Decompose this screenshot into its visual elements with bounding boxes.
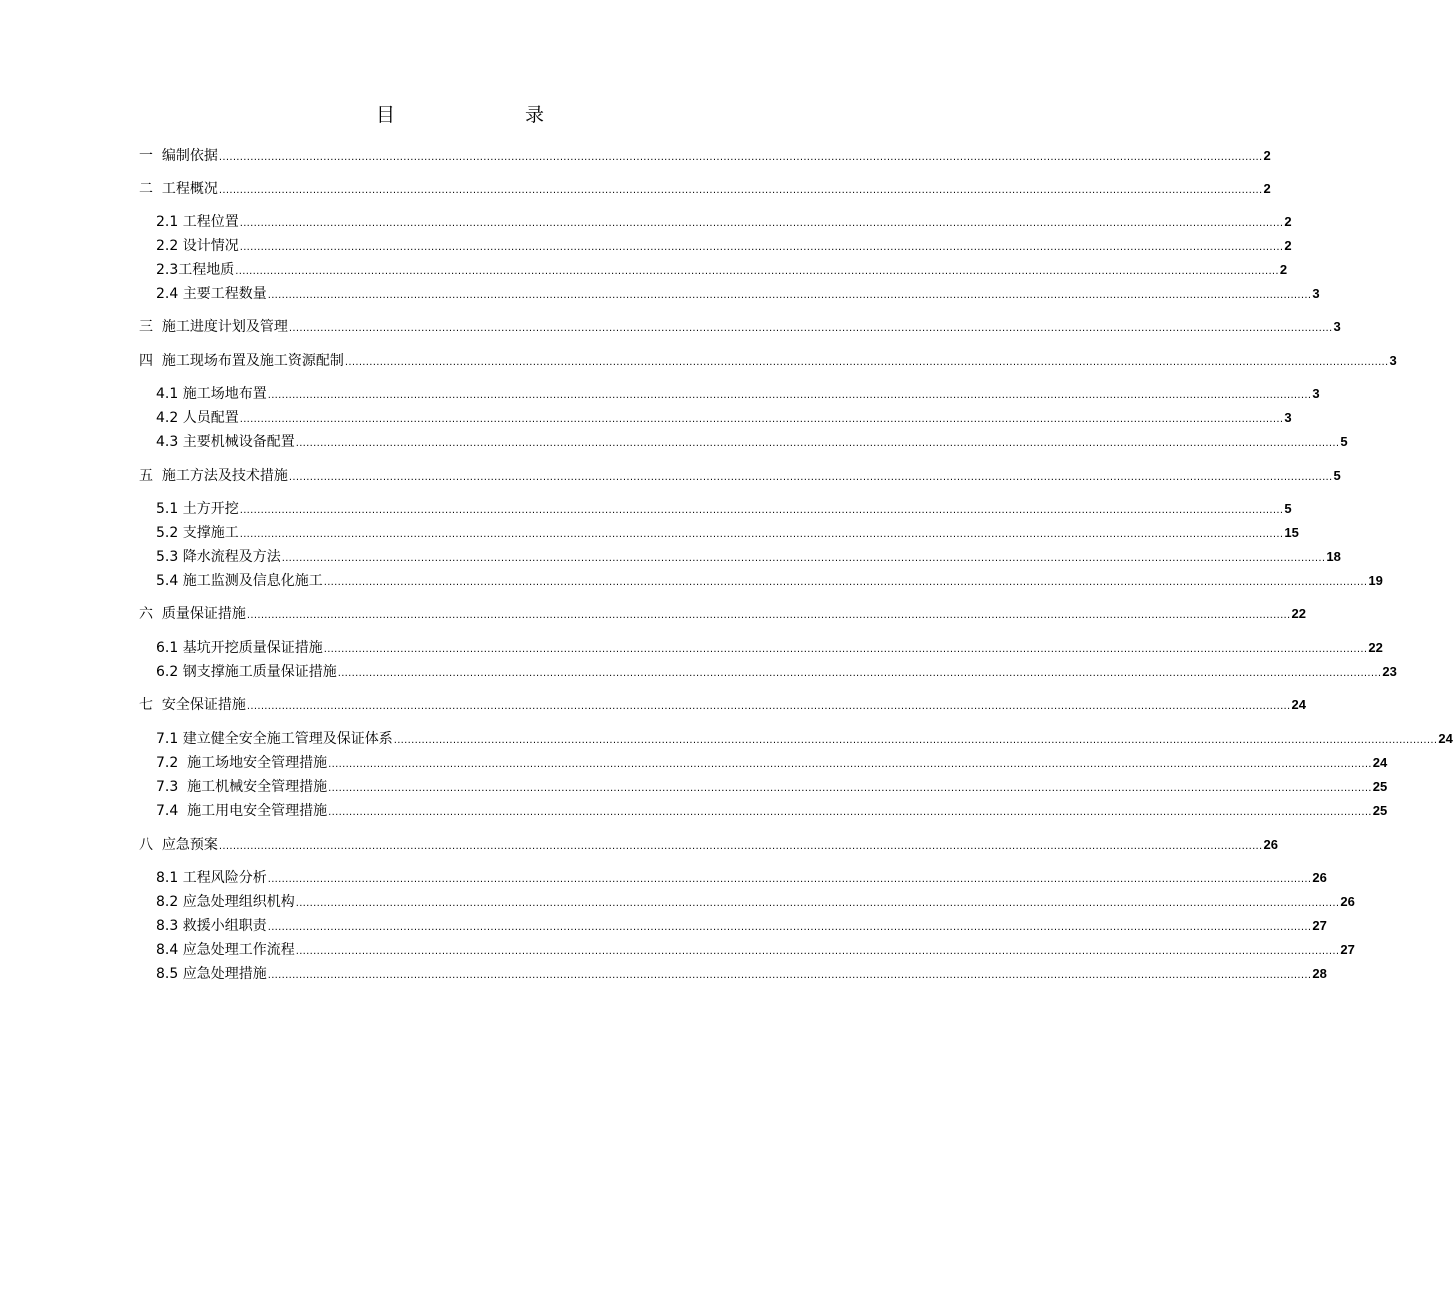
toc-entry-page: 3 [1312, 286, 1320, 301]
toc-entry-page: 26 [1312, 870, 1327, 885]
dot-leader: ............................................................................................................................................................................................................................................................................................................ [393, 735, 1438, 746]
toc-entry-page: 5 [1284, 501, 1292, 516]
toc-entry-title: 编制依据 [161, 148, 218, 164]
toc-entry-title: 施工用电安全管理措施 [187, 803, 328, 819]
toc-entry-page: 3 [1312, 386, 1320, 401]
toc-entry-title: 主要机械设备配置 [182, 434, 295, 450]
toc-title: 目 录 [375, 104, 607, 126]
toc-entry-title: 施工监测及信息化施工 [182, 573, 323, 589]
toc-entry-title: 基坑开挖质量保证措施 [182, 640, 323, 656]
toc-entry[interactable] [156, 237, 1292, 255]
toc-entry-number: 二 [139, 181, 162, 197]
toc-entry-number: 四 [139, 353, 162, 369]
toc-entry-title: 人员配置 [182, 410, 239, 426]
toc-entry-page: 18 [1326, 549, 1341, 564]
dot-leader: ............................................................................................................................................................................................................................................................................................................ [246, 610, 1291, 621]
toc-entry-number: 6.2 [156, 664, 183, 680]
toc-entry-number: 8.5 [156, 966, 183, 982]
toc-entry[interactable] [156, 869, 1327, 887]
toc-entry[interactable] [139, 467, 1341, 485]
toc-entry[interactable] [156, 730, 1453, 748]
toc-entry[interactable] [156, 285, 1320, 303]
toc-entry-page: 2 [1263, 148, 1271, 163]
toc-entry[interactable] [139, 696, 1306, 714]
toc-entry-number: 4.1 [156, 386, 183, 402]
dot-leader: ............................................................................................................................................................................................................................................................................................................ [239, 242, 1284, 253]
toc-entry-title: 施工场地布置 [182, 386, 267, 402]
dot-leader: ............................................................................................................................................................................................................................................................................................................ [281, 553, 1326, 564]
toc-entry-page: 25 [1372, 803, 1388, 818]
toc-entry[interactable] [156, 385, 1320, 403]
dot-leader: ............................................................................................................................................................................................................................................................................................................ [295, 898, 1340, 909]
toc-entry-page: 24 [1291, 697, 1306, 712]
toc-entry-title: 设计情况 [182, 238, 239, 254]
toc-entry-page: 22 [1368, 640, 1383, 655]
dot-leader: ............................................................................................................................................................................................................................................................................................................ [218, 185, 1263, 196]
toc-entry-page: 26 [1340, 894, 1355, 909]
toc-entry-page: 19 [1368, 573, 1383, 588]
dot-leader: ............................................................................................................................................................................................................................................................................................................ [267, 874, 1312, 885]
dot-leader: ............................................................................................................................................................................................................................................................................................................ [323, 577, 1368, 588]
dot-leader: ............................................................................................................................................................................................................................................................................................................ [235, 266, 1279, 277]
toc-entry[interactable] [156, 965, 1327, 983]
dot-leader: ............................................................................................................................................................................................................................................................................................................ [246, 701, 1291, 712]
toc-entry[interactable] [156, 778, 1388, 796]
toc-entry-title: 应急处理措施 [182, 966, 267, 982]
toc-entry-title: 施工场地安全管理措施 [187, 755, 328, 771]
dot-leader: ............................................................................................................................................................................................................................................................................................................ [295, 438, 1340, 449]
toc-entry-title: 工程概况 [161, 181, 218, 197]
toc-entry-number: 4.2 [156, 410, 183, 426]
toc-entry[interactable] [156, 917, 1327, 935]
toc-entry[interactable] [139, 180, 1271, 198]
toc-entry-title: 主要工程数量 [182, 286, 267, 302]
toc-entry-page: 25 [1372, 779, 1388, 794]
toc-entry-title: 应急处理组织机构 [182, 894, 295, 910]
toc-entry-number: 七 [139, 697, 162, 713]
toc-entry[interactable] [156, 663, 1397, 681]
dot-leader: ............................................................................................................................................................................................................................................................................................................ [239, 218, 1284, 229]
toc-entry-title: 建立健全安全施工管理及保证体系 [182, 731, 393, 747]
toc-entry-number: 7.1 [156, 731, 183, 747]
toc-entry-page: 15 [1284, 525, 1299, 540]
toc-entry[interactable] [156, 941, 1355, 959]
toc-entry-title: 救援小组职责 [182, 918, 267, 934]
toc-entry-title: 质量保证措施 [161, 606, 246, 622]
toc-entry-number: 三 [139, 319, 162, 335]
toc-entry[interactable] [139, 836, 1278, 854]
dot-leader: ............................................................................................................................................................................................................................................................................................................ [337, 668, 1382, 679]
toc-entry-title: 工程风险分析 [182, 870, 267, 886]
toc-entry-title: 支撑施工 [182, 525, 239, 541]
toc-entry-page: 27 [1340, 942, 1355, 957]
toc-entry[interactable] [156, 261, 1288, 279]
toc-entry[interactable] [156, 409, 1292, 427]
toc-entry-title: 施工现场布置及施工资源配制 [161, 353, 344, 369]
toc-entry[interactable] [139, 605, 1306, 623]
toc-entry-number: 2.2 [156, 238, 183, 254]
dot-leader: ............................................................................................................................................................................................................................................................................................................ [288, 323, 1333, 334]
toc-entry-title: 安全保证措施 [161, 697, 246, 713]
dot-leader: ............................................................................................................................................................................................................................................................................................................ [267, 970, 1312, 981]
toc-entry-page: 3 [1389, 353, 1397, 368]
toc-entry-title: 工程地质 [178, 262, 235, 278]
toc-entry-page: 22 [1291, 606, 1306, 621]
toc-entry-page: 26 [1263, 837, 1278, 852]
toc-entry[interactable] [156, 524, 1299, 542]
toc-entry[interactable] [156, 548, 1341, 566]
toc-entry[interactable] [156, 802, 1388, 820]
dot-leader: ............................................................................................................................................................................................................................................................................................................ [267, 290, 1312, 301]
toc-entry-page: 2 [1284, 214, 1292, 229]
toc-entry[interactable] [156, 572, 1383, 590]
toc-entry-title: 施工方法及技术措施 [161, 468, 288, 484]
dot-leader: ............................................................................................................................................................................................................................................................................................................ [218, 841, 1263, 852]
toc-entry-number: 5.3 [156, 549, 183, 565]
toc-entry-number: 八 [139, 837, 162, 853]
toc-entry-number: 5.2 [156, 525, 183, 541]
toc-entry-number: 7.4 [156, 803, 188, 819]
toc-entry-page: 2 [1279, 262, 1288, 277]
toc-entry[interactable] [156, 639, 1383, 657]
toc-entry[interactable] [156, 500, 1292, 518]
toc-entry-number: 8.1 [156, 870, 183, 886]
dot-leader: ............................................................................................................................................................................................................................................................................................................ [239, 529, 1284, 540]
toc-entry-number: 5.4 [156, 573, 183, 589]
toc-entry-title: 应急预案 [161, 837, 218, 853]
toc-entry-page: 2 [1263, 181, 1271, 196]
toc-entry-number: 2.3 [156, 262, 179, 278]
toc-entry-page: 24 [1372, 755, 1388, 770]
toc-entry-page: 24 [1438, 731, 1453, 746]
toc-entry-number: 五 [139, 468, 162, 484]
toc-entry-title: 降水流程及方法 [182, 549, 281, 565]
dot-leader: ............................................................................................................................................................................................................................................................................................................ [328, 807, 1372, 818]
toc-entry-title: 工程位置 [182, 214, 239, 230]
toc-entry-number: 4.3 [156, 434, 183, 450]
toc-entry-number: 一 [139, 148, 162, 164]
toc-entry-title: 应急处理工作流程 [182, 942, 295, 958]
toc-entry-number: 7.3 [156, 779, 188, 795]
toc-entry-number: 2.4 [156, 286, 183, 302]
toc-entry-number: 6.1 [156, 640, 183, 656]
dot-leader: ............................................................................................................................................................................................................................................................................................................ [267, 922, 1312, 933]
toc-entry-number: 六 [139, 606, 162, 622]
toc-entry[interactable] [156, 893, 1355, 911]
toc-entry[interactable] [156, 213, 1292, 231]
toc-entry-page: 27 [1312, 918, 1327, 933]
toc-entry-number: 8.3 [156, 918, 183, 934]
toc-entry[interactable] [139, 318, 1341, 336]
toc-entry[interactable] [139, 147, 1271, 165]
toc-entry-title: 钢支撑施工质量保证措施 [182, 664, 337, 680]
dot-leader: ............................................................................................................................................................................................................................................................................................................ [218, 152, 1263, 163]
toc-entry-number: 5.1 [156, 501, 183, 517]
toc-entry-page: 5 [1333, 468, 1341, 483]
dot-leader: ............................................................................................................................................................................................................................................................................................................ [239, 505, 1284, 516]
toc-entry-number: 8.4 [156, 942, 183, 958]
toc-entry-title: 施工进度计划及管理 [161, 319, 288, 335]
dot-leader: ............................................................................................................................................................................................................................................................................................................ [295, 946, 1340, 957]
toc-entry-title: 施工机械安全管理措施 [187, 779, 328, 795]
toc-entry[interactable] [156, 754, 1388, 772]
toc-entry-number: 7.2 [156, 755, 188, 771]
toc-entry-title: 土方开挖 [182, 501, 239, 517]
toc-entry-page: 28 [1312, 966, 1327, 981]
toc-entry-number: 8.2 [156, 894, 183, 910]
toc-entry-page: 3 [1333, 319, 1341, 334]
toc-entry-page: 23 [1382, 664, 1397, 679]
toc-entry-number: 2.1 [156, 214, 183, 230]
toc-entry[interactable] [139, 352, 1397, 370]
toc-entry-page: 5 [1340, 434, 1348, 449]
dot-leader: ............................................................................................................................................................................................................................................................................................................ [323, 644, 1368, 655]
dot-leader: ............................................................................................................................................................................................................................................................................................................ [288, 472, 1333, 483]
toc-entry[interactable] [156, 433, 1348, 451]
dot-leader: ............................................................................................................................................................................................................................................................................................................ [267, 390, 1312, 401]
dot-leader: ............................................................................................................................................................................................................................................................................................................ [328, 783, 1372, 794]
toc-entry-page: 3 [1284, 410, 1292, 425]
dot-leader: ............................................................................................................................................................................................................................................................................................................ [344, 357, 1389, 368]
dot-leader: ............................................................................................................................................................................................................................................................................................................ [239, 414, 1284, 425]
dot-leader: ............................................................................................................................................................................................................................................................................................................ [328, 759, 1372, 770]
toc-entry-page: 2 [1284, 238, 1292, 253]
